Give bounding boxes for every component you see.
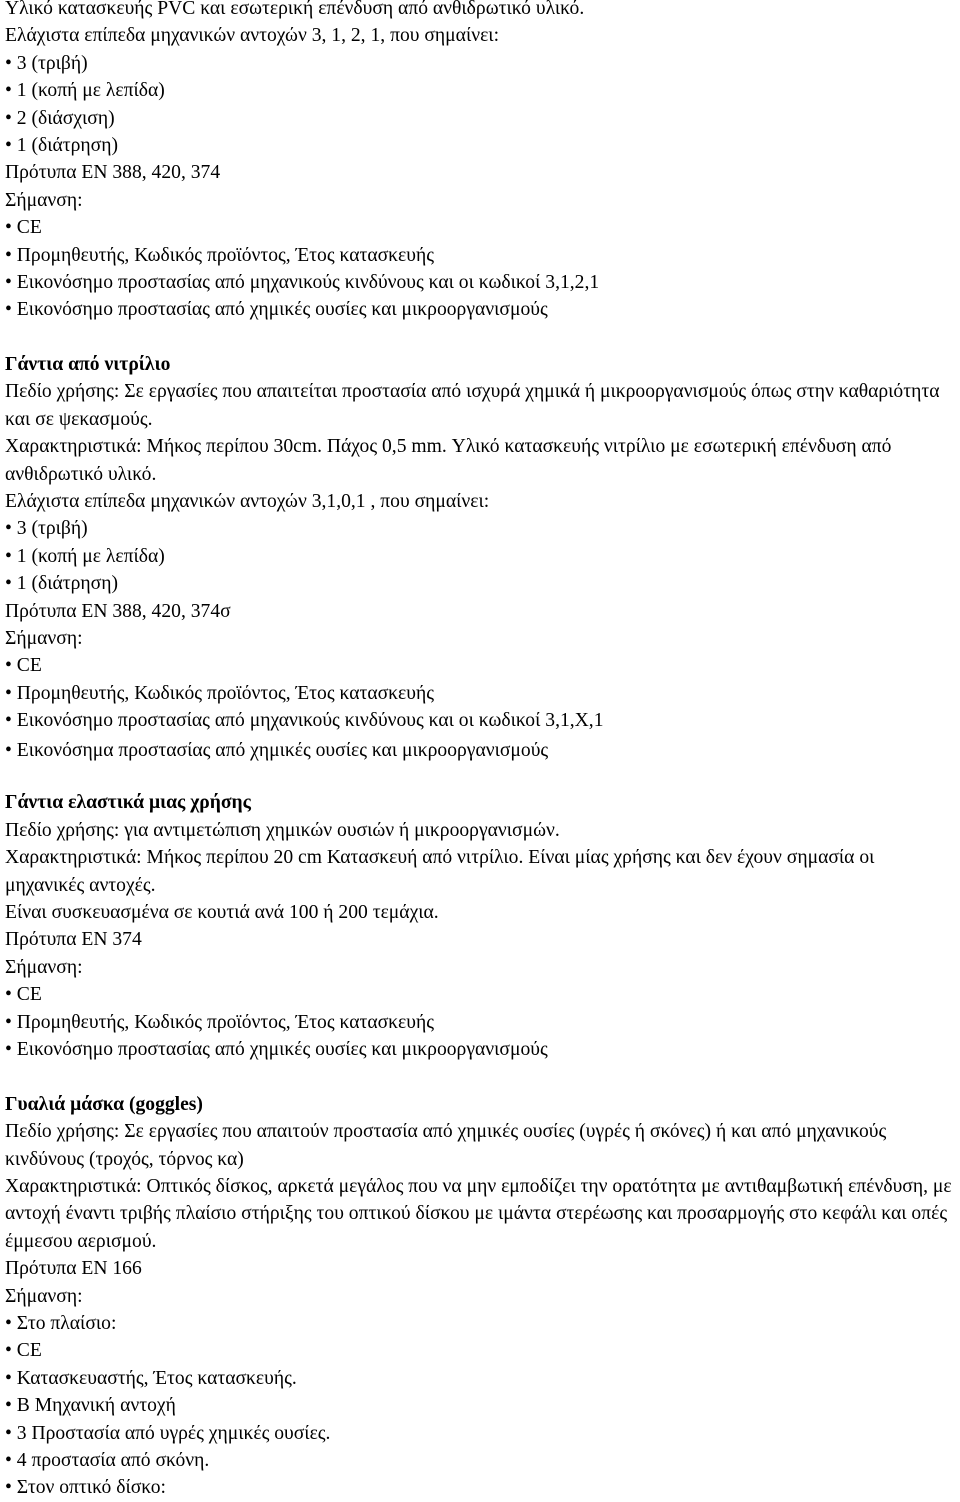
section-heading-goggles: Γυαλιά μάσκα (goggles) [5, 1093, 203, 1115]
bullet-item: • 2 (διάσχιση) [5, 105, 957, 132]
marking-label: Σήμανση: [5, 189, 83, 211]
bullet-item: • 4 προστασία από σκόνη. [5, 1447, 957, 1474]
bullet-item: • Προμηθευτής, Κωδικός προϊόντος, Έτος κατασκευής [5, 680, 957, 707]
bullet-item: • Εικονόσημο προστασίας από χημικές ουσίες και μικροοργανισμούς [5, 1036, 957, 1063]
marking-label: Σήμανση: [5, 956, 83, 978]
bullet-item: • Εικονόσημο προστασίας από μηχανικούς κινδύνους και οι κωδικοί 3,1,X,1 [5, 707, 957, 734]
bullet-item: • 1 (διάτρηση) [5, 570, 957, 597]
section-spacer [5, 1063, 957, 1090]
packaging-line: Είναι συσκευασμένα σε κουτιά ανά 100 ή 200 τεμάχια. [5, 902, 439, 923]
marking-label: Σήμανση: [5, 628, 83, 650]
standards-line: Πρότυπα EN 166 [5, 1258, 142, 1280]
marking-label: Σήμανση: [5, 1285, 83, 1307]
standards-line: Πρότυπα EN 388, 420, 374 [5, 162, 221, 184]
material-line: Υλικό κατασκευής PVC και εσωτερική επένδυση από ανθιδρωτικό υλικό. [5, 0, 585, 19]
specs-paragraph: Χαρακτηριστικά: Μήκος περίπου 20 cm Κατασκευή από νιτρίλιο. Είναι μίας χρήσης και δεν έχουν σημασία οι μηχανικές αντοχές. [5, 847, 875, 896]
resistance-line: Ελάχιστα επίπεδα μηχανικών αντοχών 3,1,0,1 , που σημαίνει: [5, 491, 490, 513]
bullet-item: • Κατασκευαστής, Έτος κατασκευής. [5, 1365, 957, 1392]
section-heading-disposable-gloves: Γάντια ελαστικά μιας χρήσης [5, 792, 251, 814]
standards-line: Πρότυπα EN 374 [5, 929, 142, 951]
bullet-item: • Εικονόσημο προστασίας από χημικές ουσίες και μικροοργανισμούς [5, 296, 957, 323]
bullet-item: • 1 (κοπή με λεπίδα) [5, 77, 957, 104]
bullet-item: • Προμηθευτής, Κωδικός προϊόντος, Έτος κατασκευής [5, 1009, 957, 1036]
section-spacer [5, 762, 957, 789]
bullet-item: • Εικονόσημο προστασίας από μηχανικούς κινδύνους και οι κωδικοί 3,1,2,1 [5, 269, 957, 296]
standards-line: Πρότυπα EN 388, 420, 374σ [5, 600, 231, 622]
resistance-line: Ελάχιστα επίπεδα μηχανικών αντοχών 3, 1, 2, 1, που σημαίνει: [5, 25, 500, 47]
bullet-item: • 3 (τριβή) [5, 515, 957, 542]
specs-paragraph: Χαρακτηριστικά: Οπτικός δίσκος, αρκετά μεγάλος που να μην εμποδίζει την ορατότητα με αντιθαμβωτική επένδυση, με αντοχή έναντι τριβής πλαίσιο στήριξης του οπτικού δίσκου με ιμάντα στερέωσης και προσαρμογής στο κεφάλι και οπές έμμεσου αερισμού. [5, 1175, 952, 1252]
usage-paragraph: Πεδίο χρήσης: Σε εργασίες που απαιτείται προστασία από ισχυρά χημικά ή μικροοργανισμούς όπως στην καθαριότητα και σε ψεκασμούς. [5, 381, 940, 430]
bullet-item: • CE [5, 1337, 957, 1364]
specs-paragraph: Χαρακτηριστικά: Μήκος περίπου 30cm. Πάχος 0,5 mm. Υλικό κατασκευής νιτρίλιο με εσωτερική επένδυση από ανθιδρωτικό υλικό. [5, 436, 892, 485]
usage-paragraph: Πεδίο χρήσης: Σε εργασίες που απαιτούν προστασία από χημικές ουσίες (υγρές ή σκόνες) ή και από μηχανικούς κινδύνους (τροχός, τόρνος κα) [5, 1121, 887, 1170]
bullet-item: • Στον οπτικό δίσκο: [5, 1474, 957, 1501]
bullet-item: • CE [5, 214, 957, 241]
bullet-item: • Εικονόσημα προστασίας από χημικές ουσίες και μικροοργανισμούς [5, 737, 957, 764]
usage-paragraph: Πεδίο χρήσης: για αντιμετώπιση χημικών ουσιών ή μικροοργανισμών. [5, 819, 560, 841]
section-heading-nitrile-gloves: Γάντια από νιτρίλιο [5, 354, 171, 376]
document-page [5, 0, 957, 1502]
bullet-item: • Στο πλαίσιο: [5, 1310, 957, 1337]
bullet-item: • 3 (τριβή) [5, 50, 957, 77]
bullet-item: • 1 (διάτρηση) [5, 132, 957, 159]
bullet-item: • CE [5, 652, 957, 679]
section-spacer [5, 324, 957, 351]
bullet-item: • 3 Προστασία από υγρές χημικές ουσίες. [5, 1420, 957, 1447]
bullet-item: • B Μηχανική αντοχή [5, 1392, 957, 1419]
bullet-item: • CE [5, 981, 957, 1008]
bullet-item: • 1 (κοπή με λεπίδα) [5, 543, 957, 570]
bullet-item: • Προμηθευτής, Κωδικός προϊόντος, Έτος κατασκευής [5, 242, 957, 269]
